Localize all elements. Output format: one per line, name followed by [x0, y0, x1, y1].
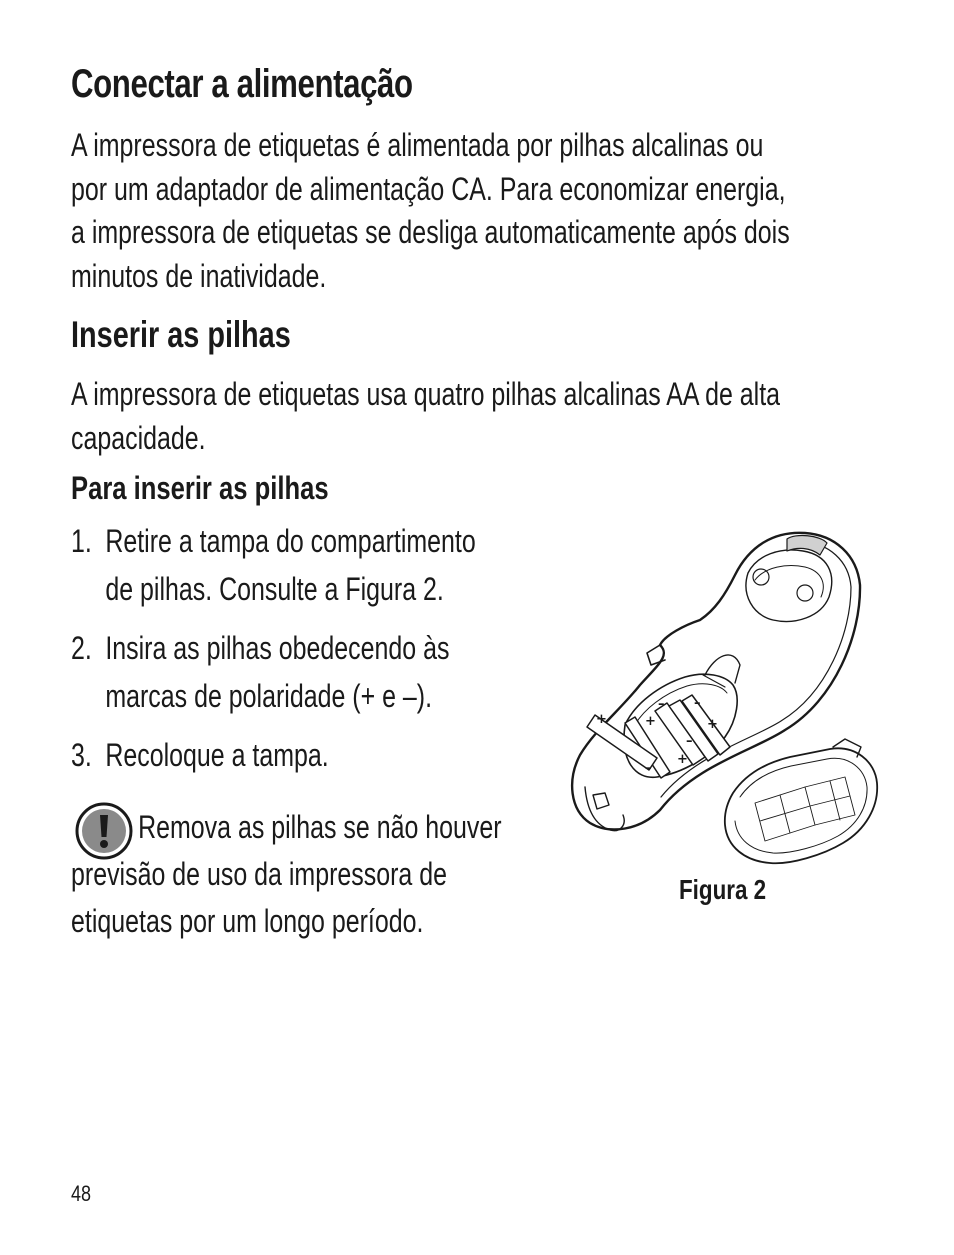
printer-body: [572, 533, 860, 830]
warning-line: previsão de uso da impressora de: [71, 856, 447, 892]
step-number: 1.: [71, 523, 92, 559]
step-text: de pilhas. Consulte a Figura 2.: [105, 571, 444, 607]
section-heading: Inserir as pilhas: [71, 314, 291, 355]
battery-cover: [725, 748, 877, 863]
battery-plus-mark: +: [707, 717, 718, 732]
battery-minus-mark: –: [694, 696, 701, 711]
battery-plus-mark: +: [645, 714, 656, 729]
step-number: 3.: [71, 737, 92, 773]
step-text: Recoloque a tampa.: [105, 737, 329, 773]
page-number: 48: [71, 1181, 92, 1206]
battery-line: capacidade.: [71, 419, 206, 456]
intro-line: minutos de inatividade.: [71, 257, 327, 294]
step-item: [71, 624, 449, 720]
battery-line: A impressora de etiquetas usa quatro pilhas alcalinas AA de alta: [71, 376, 781, 412]
battery-minus-mark: –: [686, 734, 693, 749]
step-number: 2.: [71, 630, 92, 666]
step-item: [71, 517, 476, 613]
battery-plus-mark: +: [596, 712, 607, 727]
step-text: Retire a tampa do compartimento: [105, 523, 476, 559]
intro-line: a impressora de etiquetas se desliga automaticamente após dois: [71, 214, 790, 250]
intro-paragraph: [71, 124, 790, 298]
warning-note: [71, 804, 502, 945]
battery-minus-mark: –: [658, 697, 665, 712]
step-text: marcas de polaridade (+ e –).: [105, 678, 433, 714]
battery-minus-mark: –: [645, 761, 652, 776]
step-text: Insira as pilhas obedecendo às: [105, 630, 450, 666]
battery-compartment-illustration: [565, 525, 890, 870]
battery-paragraph: [71, 373, 780, 460]
step-item: [71, 731, 329, 779]
page-title: Conectar a alimentação: [71, 62, 413, 106]
intro-line: A impressora de etiquetas é alimentada por pilhas alcalinas ou: [71, 127, 764, 163]
procedure-heading: Para inserir as pilhas: [71, 470, 329, 506]
warning-line: Remova as pilhas se não houver: [138, 809, 502, 845]
intro-line: por um adaptador de alimentação CA. Para economizar energia,: [71, 170, 786, 207]
warning-line: etiquetas por um longo período.: [71, 903, 424, 939]
figure-caption: Figura 2: [679, 874, 767, 905]
battery-plus-mark: +: [677, 752, 688, 767]
